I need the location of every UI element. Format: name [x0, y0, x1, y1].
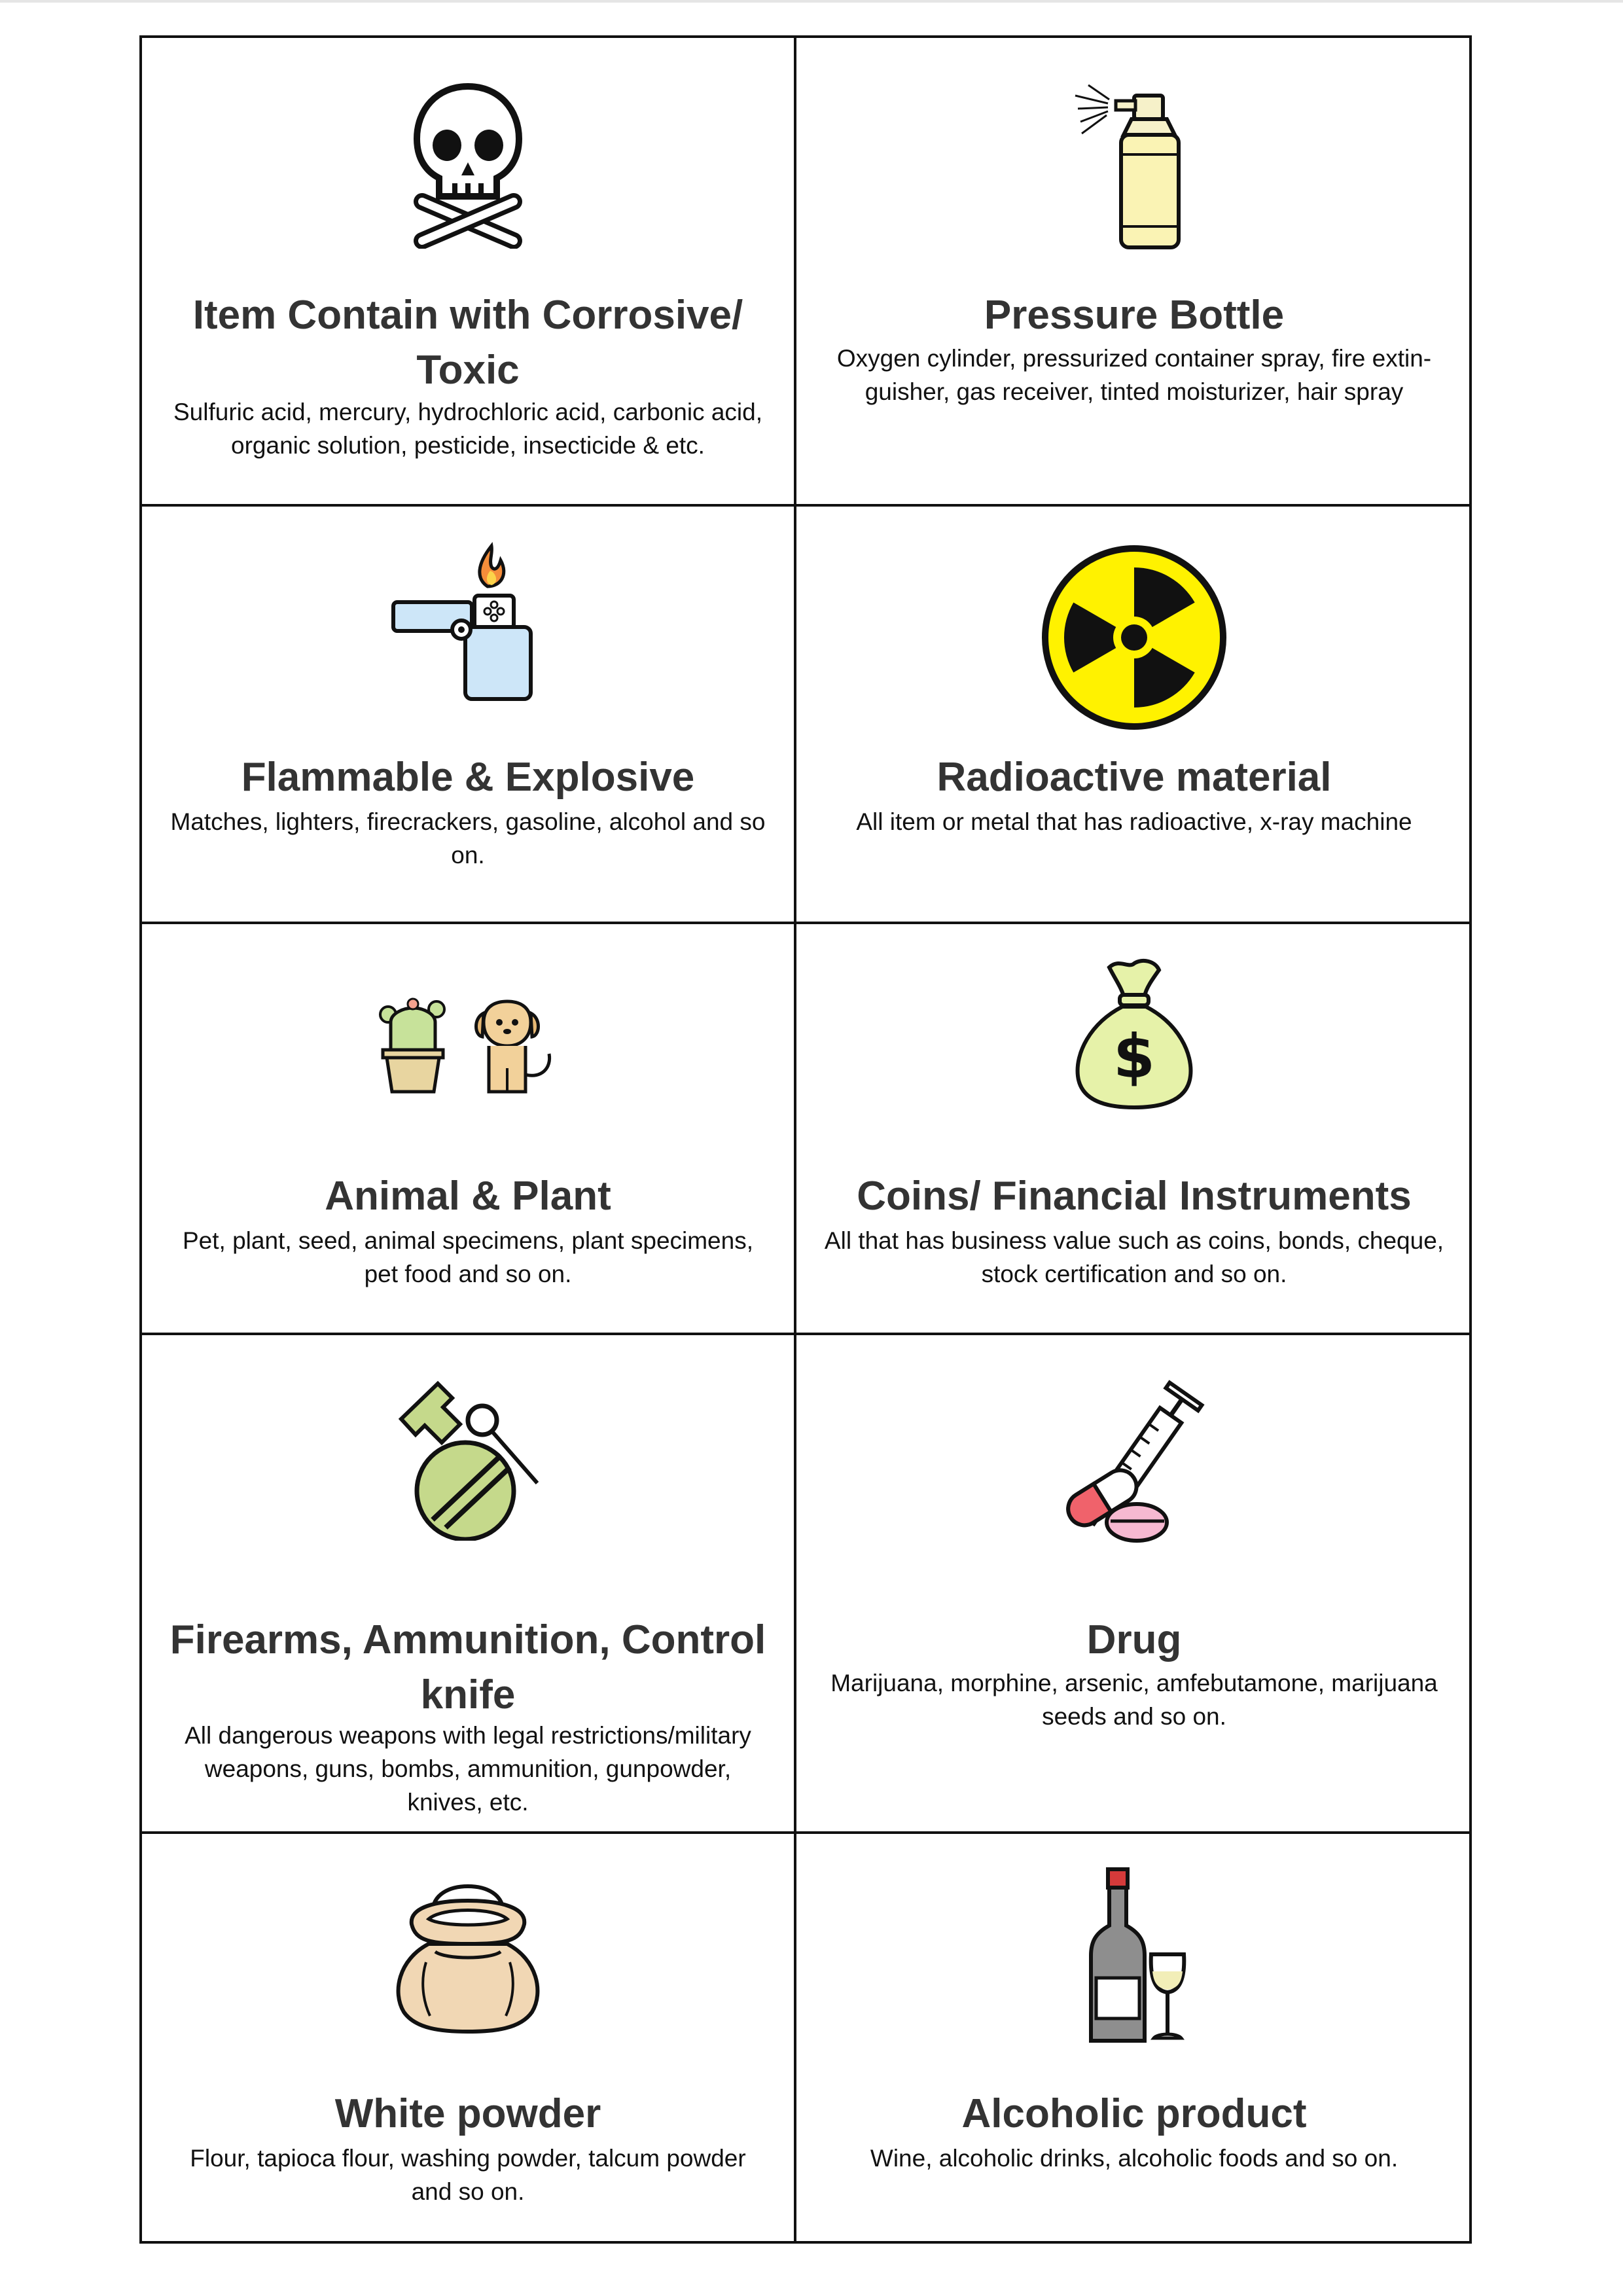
radiation-icon [1041, 545, 1227, 730]
card-description: Oxygen cylinder, pressurized container spray, fire extin-guisher, gas receiver, tinted moisturizer, hair spray [836, 345, 1432, 405]
card-description: Wine, alcoholic drinks, alcoholic foods and so on. [870, 2145, 1399, 2172]
cactus-dog-icon [378, 996, 558, 1094]
card-radioactive [796, 507, 1472, 922]
card-coins-financial [796, 924, 1472, 1333]
card-description: All dangerous weapons with legal restrictions/military weapons, guns, bombs, ammunition, gunpowder, knives, etc. [185, 1722, 751, 1816]
grenade-icon [389, 1378, 546, 1541]
prohibited-items-grid [139, 35, 1472, 2244]
card-title: Pressure Bottle [984, 293, 1285, 338]
card-title: Firearms, Ammunition, Control knife [169, 1617, 766, 1717]
card-drug [796, 1335, 1472, 1831]
svg-text:$: $ [1113, 1022, 1156, 1092]
lighter-icon [389, 541, 546, 704]
card-pressure-bottle [796, 38, 1472, 504]
card-title: Radioactive material [936, 755, 1332, 800]
card-description: All item or metal that has radioactive, x-ray machine [856, 808, 1412, 835]
card-title: Flammable & Explosive [241, 755, 695, 800]
card-title: Animal & Plant [325, 1174, 611, 1219]
card-title: Item Contain with Corrosive/ Toxic [192, 293, 743, 393]
card-title: Coins/ Financial Instruments [857, 1174, 1412, 1219]
skull-crossbones-icon [402, 79, 533, 249]
card-flammable-explosive [142, 507, 794, 922]
flour-sack-icon [389, 1881, 546, 2034]
wine-bottle-glass-icon [1082, 1867, 1186, 2046]
card-alcoholic-product [796, 1834, 1472, 2244]
page-top-border [0, 0, 1623, 3]
card-description: Flour, tapioca flour, washing powder, talcum powder and so on. [190, 2145, 746, 2205]
card-title: Drug [1086, 1617, 1182, 1662]
card-firearms [142, 1335, 794, 1831]
card-title: White powder [334, 2091, 601, 2136]
card-description: Pet, plant, seed, animal specimens, plant specimens, pet food and so on. [182, 1227, 753, 1287]
card-animal-plant [142, 924, 794, 1333]
card-description: All that has business value such as coins, bonds, cheque, stock certification and so on. [824, 1227, 1444, 1287]
card-description: Sulfuric acid, mercury, hydrochloric acid, carbonic acid, organic solution, pesticide, insecticide & etc. [173, 399, 762, 459]
money-bag-icon [1069, 956, 1200, 1113]
spray-bottle-icon [1069, 69, 1200, 253]
syringe-pills-icon [1056, 1373, 1213, 1543]
card-white-powder [142, 1834, 794, 2244]
card-description: Matches, lighters, firecrackers, gasoline, alcohol and so on. [170, 808, 766, 869]
card-title: Alcoholic product [961, 2091, 1307, 2136]
card-corrosive-toxic [142, 38, 794, 504]
card-description: Marijuana, morphine, arsenic, amfebutamone, marijuana seeds and so on. [830, 1670, 1438, 1730]
